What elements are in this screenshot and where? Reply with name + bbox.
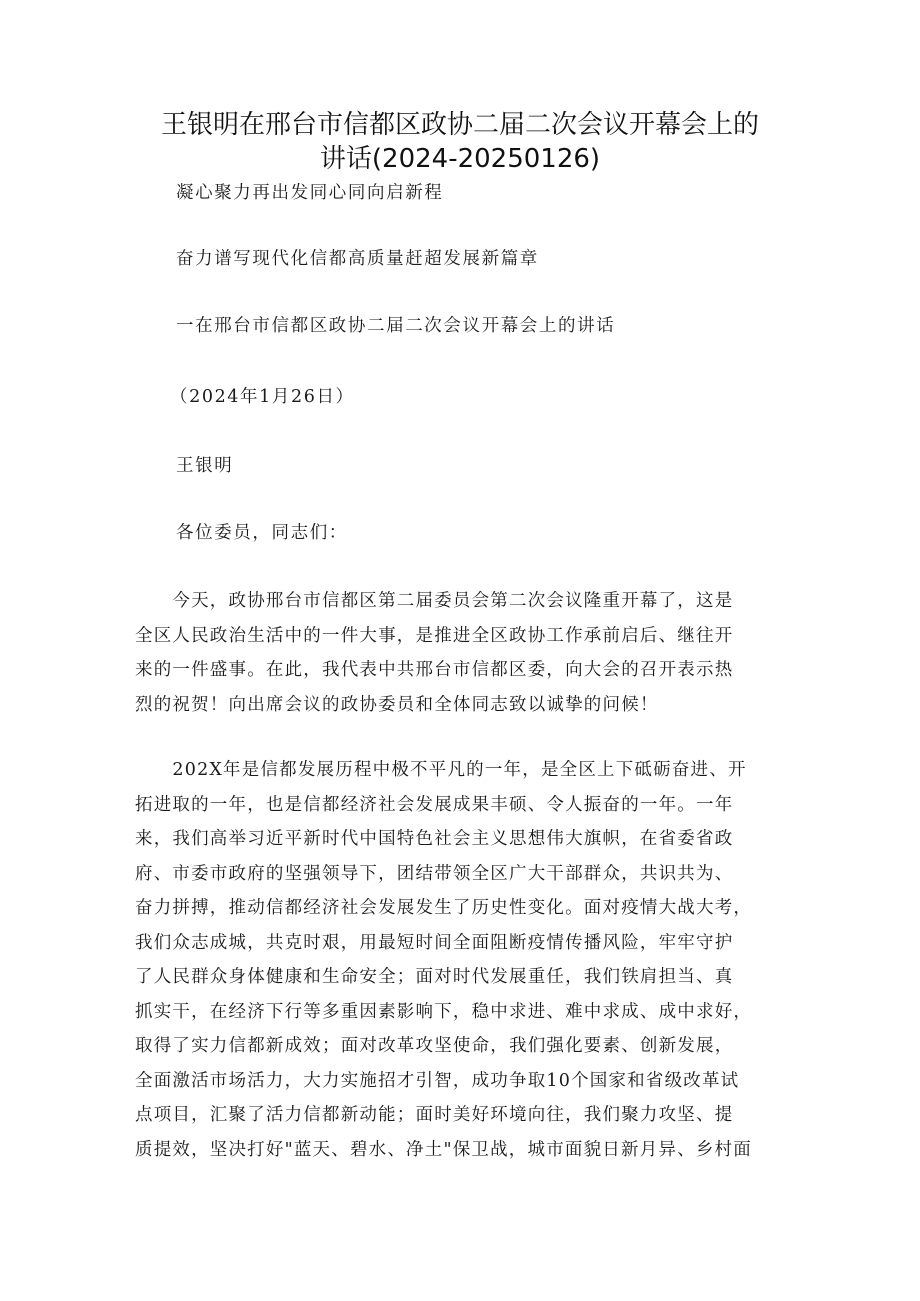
- paragraph-line: 来，我们高举习近平新时代中国特色社会主义思想伟大旗帜，在省委省政: [135, 829, 734, 849]
- document-title: [100, 108, 820, 176]
- paragraph-line: 我们众志成城，共克时艰，用最短时间全面阻断疫情传播风险，牢牢守护: [135, 932, 734, 953]
- paragraph-line: 取得了实力信都新成效；面对改革攻坚使命，我们强化要素、创新发展，: [135, 1036, 734, 1056]
- speaker-name: 王银明: [176, 456, 234, 476]
- paragraph-line: 质提效，坚决打好"蓝天、碧水、净土"保卫战，城市面貌日新月异、乡村面: [135, 1139, 752, 1160]
- paragraph-line: 点项目，汇聚了活力信都新动能；面时美好环境向往，我们聚力攻坚、提: [135, 1105, 734, 1125]
- paragraph-line: 全区人民政治生活中的一件大事，是推进全区政协工作承前启后、继往开: [135, 625, 734, 646]
- paragraph-line: 奋力拼搏，推动信都经济社会发展发生了历史性变化。面对疫情大战大考，: [135, 898, 753, 918]
- paragraph-line: 了人民群众身体健康和生命安全；面对时代发展重任，我们铁肩担当、真: [135, 967, 734, 987]
- paragraph-line: 府、市委市政府的坚强领导下，团结带领全区广大干部群众，共识共为、: [135, 863, 734, 884]
- speech-subtitle: 一在邢台市信都区政协二届二次会议开幕会上的讲话: [176, 316, 616, 336]
- paragraph-2: [135, 753, 787, 1167]
- headline-1: 凝心聚力再出发同心同向启新程: [176, 183, 444, 203]
- speech-date: （2024年1月26日）: [170, 387, 355, 407]
- paragraph-line: 烈的祝贺！向出席会议的政协委员和全体同志致以诚挚的问候！: [135, 694, 659, 715]
- paragraph-line: 抓实干，在经济下行等多重因素影响下，稳中求进、难中求成、成中求好，: [135, 1001, 753, 1022]
- salutation: 各位委员，同志们：: [176, 523, 348, 543]
- paragraph-line: 202X年是信都发展历程中极不平凡的一年，是全区上下砥砺奋进、开: [135, 760, 747, 780]
- paragraph-line: 拓进取的一年，也是信都经济社会发展成果丰硕、令人振奋的一年。一年: [135, 794, 734, 815]
- paragraph-1: [135, 584, 787, 722]
- title-line: 讲话(2024-20250126): [319, 144, 601, 174]
- paragraph-line: 来的一件盛事。在此，我代表中共邢台市信都区委，向大会的召开表示热: [135, 660, 734, 680]
- paragraph-line: 全面激活市场活力，大力实施招才引智，成功争取10个国家和省级改革试: [135, 1070, 740, 1091]
- paragraph-line: 今天，政协邢台市信都区第二届委员会第二次会议隆重开幕了，这是: [135, 591, 734, 611]
- headline-2: 奋力谱写现代化信都高质量赶超发展新篇章: [176, 249, 539, 269]
- title-line: 王银明在邢台市信都区政协二届二次会议开幕会上的: [160, 110, 759, 140]
